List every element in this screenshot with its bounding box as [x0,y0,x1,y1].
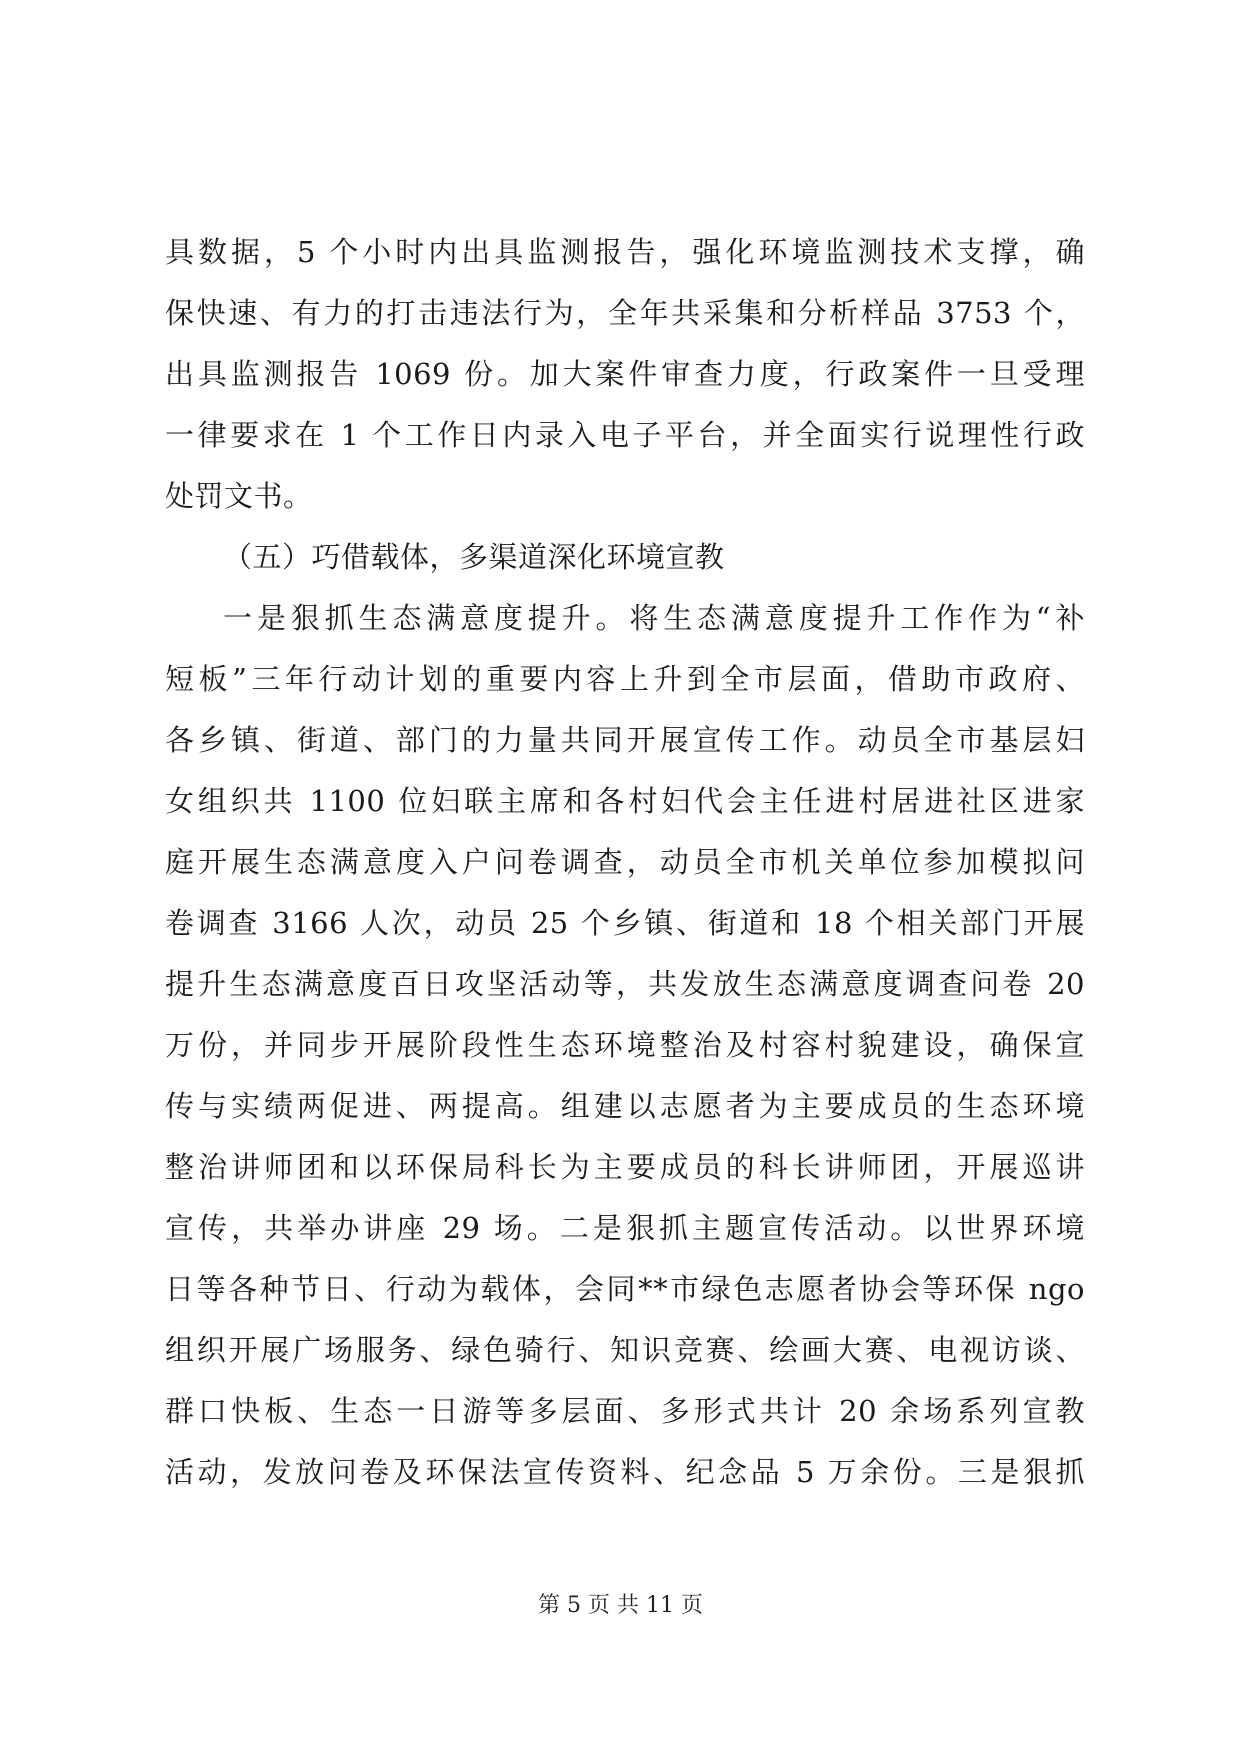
text-line: 保快速、有力的打击违法行为，全年共采集和分析样品 3753 个， [165,296,1085,330]
body-text [165,222,1085,1503]
section-heading: （五）巧借载体，多渠道深化环境宣教 [223,540,725,574]
paragraph-first-line: 一是狠抓生态满意度提升。将生态满意度提升工作作为“补 [223,601,1085,635]
text-line: 一律要求在 1 个工作日内录入电子平台，并全面实行说理性行政 [165,418,1085,452]
text-line: 宣传，共举办讲座 29 场。二是狠抓主题宣传活动。以世界环境 [165,1211,1085,1245]
text-line: 传与实绩两促进、两提高。组建以志愿者为主要成员的生态环境 [165,1089,1085,1123]
text-line: 整治讲师团和以环保局科长为主要成员的科长讲师团，开展巡讲 [165,1150,1085,1184]
text-line: 组织开展广场服务、绿色骑行、知识竞赛、绘画大赛、电视访谈、 [165,1333,1085,1367]
text-line: 活动，发放问卷及环保法宣传资料、纪念品 5 万余份。三是狠抓 [165,1455,1085,1489]
text-line: 具数据，5 个小时内出具监测报告，强化环境监测技术支撑，确 [165,235,1085,269]
text-line: 各乡镇、街道、部门的力量共同开展宣传工作。动员全市基层妇 [165,723,1085,757]
text-line: 出具监测报告 1069 份。加大案件审查力度，行政案件一旦受理 [165,357,1085,391]
text-line: 庭开展生态满意度入户问卷调查，动员全市机关单位参加模拟问 [165,845,1085,879]
text-line: 万份，并同步开展阶段性生态环境整治及村容村貌建设，确保宣 [165,1028,1085,1062]
page-number-footer: 第 5 页 共 11 页 [538,1593,703,1618]
text-line: 日等各种节日、行动为载体，会同**市绿色志愿者协会等环保 ngo [165,1272,1085,1306]
text-line: 卷调查 3166 人次，动员 25 个乡镇、街道和 18 个相关部门开展 [165,906,1085,940]
text-line: 女组织共 1100 位妇联主席和各村妇代会主任进村居进社区进家 [165,784,1085,818]
text-line: 处罚文书。 [165,479,313,513]
text-line: 群口快板、生态一日游等多层面、多形式共计 20 余场系列宣教 [165,1394,1085,1428]
text-line: 短板”三年行动计划的重要内容上升到全市层面，借助市政府、 [165,662,1085,696]
text-line: 提升生态满意度百日攻坚活动等，共发放生态满意度调查问卷 20 [165,967,1085,1001]
